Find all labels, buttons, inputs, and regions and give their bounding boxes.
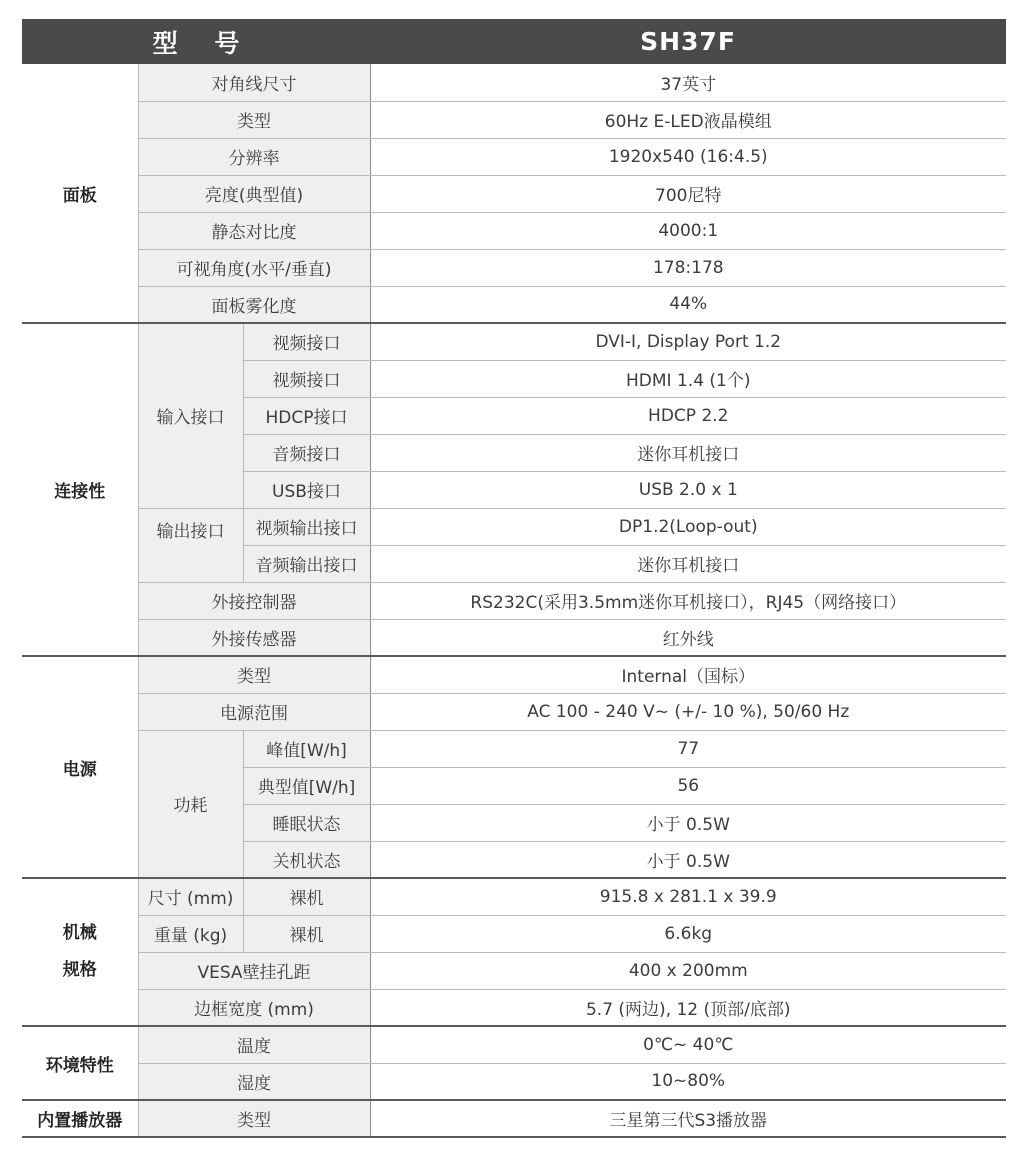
spec-value: 1920x540 (16:4.5) [370, 138, 1006, 175]
spec-table [22, 19, 1006, 1138]
spec-label: 裸机 [243, 878, 370, 915]
spec-row [22, 619, 1006, 656]
spec-row [22, 64, 1006, 101]
spec-value: 44% [370, 286, 1006, 323]
group-input-ports: 输入接口 [138, 323, 243, 508]
spec-value: 迷你耳机接口 [370, 434, 1006, 471]
category-power: 电源 [22, 656, 138, 878]
spec-value: 700尼特 [370, 175, 1006, 212]
spec-value: 5.7 (两边), 12 (顶部/底部) [370, 989, 1006, 1026]
spec-row [22, 323, 1006, 360]
spec-label: 分辨率 [138, 138, 370, 175]
spec-value: 10~80% [370, 1063, 1006, 1100]
category-mechanical-line2: 规格 [62, 960, 97, 980]
group-weight: 重量 (kg) [138, 915, 243, 952]
spec-value: AC 100 - 240 V~ (+/- 10 %), 50/60 Hz [370, 693, 1006, 730]
spec-row [22, 656, 1006, 693]
spec-label: 对角线尺寸 [138, 64, 370, 101]
spec-label: 外接传感器 [138, 619, 370, 656]
spec-label: 类型 [138, 1100, 370, 1137]
spec-value: 迷你耳机接口 [370, 545, 1006, 582]
spec-value: HDMI 1.4 (1个) [370, 360, 1006, 397]
category-environment: 环境特性 [22, 1026, 138, 1100]
spec-label: 湿度 [138, 1063, 370, 1100]
spec-value: DP1.2(Loop-out) [370, 508, 1006, 545]
spec-row [22, 915, 1006, 952]
spec-value: RS232C(采用3.5mm迷你耳机接口），RJ45（网络接口） [370, 582, 1006, 619]
spec-value: 三星第三代S3播放器 [370, 1100, 1006, 1137]
spec-label: 视频输出接口 [243, 508, 370, 545]
category-player: 内置播放器 [22, 1100, 138, 1137]
spec-label: 音频接口 [243, 434, 370, 471]
group-power-consumption: 功耗 [138, 730, 243, 878]
spec-row [22, 101, 1006, 138]
category-mechanical [22, 878, 138, 1026]
spec-label: 峰值[W/h] [243, 730, 370, 767]
spec-row [22, 989, 1006, 1026]
spec-label: 典型值[W/h] [243, 767, 370, 804]
spec-label: 音频输出接口 [243, 545, 370, 582]
spec-row [22, 212, 1006, 249]
spec-row [22, 693, 1006, 730]
spec-value: 915.8 x 281.1 x 39.9 [370, 878, 1006, 915]
spec-row [22, 582, 1006, 619]
spec-row [22, 175, 1006, 212]
header-row [22, 19, 1006, 64]
group-size: 尺寸 (mm) [138, 878, 243, 915]
spec-row [22, 730, 1006, 767]
spec-value: 60Hz E-LED液晶模组 [370, 101, 1006, 138]
spec-value: Internal（国标） [370, 656, 1006, 693]
spec-label: VESA壁挂孔距 [138, 952, 370, 989]
spec-row [22, 249, 1006, 286]
spec-value: 56 [370, 767, 1006, 804]
spec-row [22, 1063, 1006, 1100]
category-panel: 面板 [22, 64, 138, 323]
model-name: SH37F [370, 19, 1006, 64]
spec-label: 睡眠状态 [243, 804, 370, 841]
spec-label: 外接控制器 [138, 582, 370, 619]
spec-label: 关机状态 [243, 841, 370, 878]
spec-label: 静态对比度 [138, 212, 370, 249]
spec-label: 裸机 [243, 915, 370, 952]
spec-label: 类型 [138, 101, 370, 138]
spec-value: USB 2.0 x 1 [370, 471, 1006, 508]
model-header-label: 型 号 [22, 19, 370, 64]
spec-value: 77 [370, 730, 1006, 767]
spec-value: 178:178 [370, 249, 1006, 286]
spec-label: 温度 [138, 1026, 370, 1063]
spec-value: DVI-I, Display Port 1.2 [370, 323, 1006, 360]
spec-row [22, 1026, 1006, 1063]
category-connectivity: 连接性 [22, 323, 138, 656]
spec-value: 小于 0.5W [370, 804, 1006, 841]
spec-label: 视频接口 [243, 360, 370, 397]
spec-value: 37英寸 [370, 64, 1006, 101]
spec-label: HDCP接口 [243, 397, 370, 434]
spec-value: 6.6kg [370, 915, 1006, 952]
spec-value: HDCP 2.2 [370, 397, 1006, 434]
spec-value: 0℃~ 40℃ [370, 1026, 1006, 1063]
spec-row [22, 508, 1006, 545]
spec-value: 小于 0.5W [370, 841, 1006, 878]
spec-label: 边框宽度 (mm) [138, 989, 370, 1026]
group-output-ports: 输出接口 [138, 508, 243, 582]
spec-label: 可视角度(水平/垂直) [138, 249, 370, 286]
spec-row [22, 138, 1006, 175]
spec-label: 亮度(典型值) [138, 175, 370, 212]
category-mechanical-line1: 机械 [62, 923, 97, 943]
spec-row [22, 1100, 1006, 1137]
spec-label: 电源范围 [138, 693, 370, 730]
spec-value: 400 x 200mm [370, 952, 1006, 989]
spec-value: 红外线 [370, 619, 1006, 656]
spec-value: 4000:1 [370, 212, 1006, 249]
spec-row [22, 878, 1006, 915]
spec-label: 面板雾化度 [138, 286, 370, 323]
spec-row [22, 952, 1006, 989]
spec-label: USB接口 [243, 471, 370, 508]
spec-label: 视频接口 [243, 323, 370, 360]
spec-row [22, 286, 1006, 323]
spec-label: 类型 [138, 656, 370, 693]
